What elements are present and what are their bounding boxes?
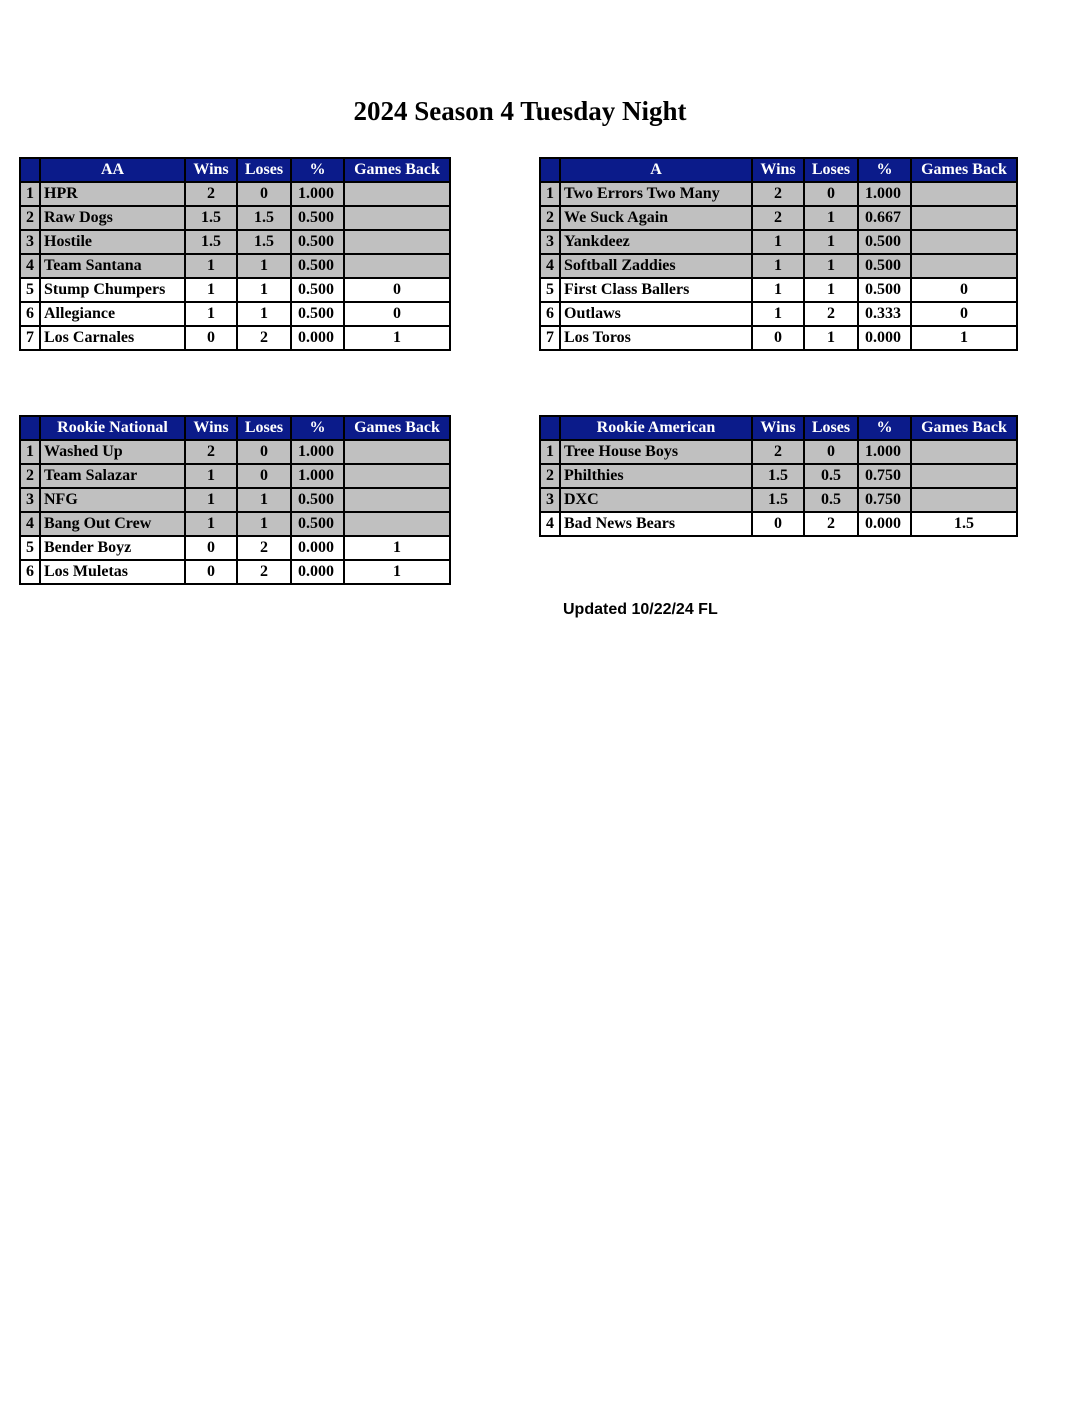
rank-cell: 7 xyxy=(540,326,560,350)
standings-table-aa xyxy=(19,157,451,351)
loses-header: Loses xyxy=(804,416,858,440)
loses-header: Loses xyxy=(237,158,291,182)
pct-cell: 0.667 xyxy=(858,206,911,230)
rank-cell: 4 xyxy=(20,254,40,278)
loses-cell: 2 xyxy=(237,560,291,584)
games-back-cell: 1.5 xyxy=(911,512,1017,536)
games-back-header: Games Back xyxy=(344,158,450,182)
wins-cell: 1 xyxy=(752,278,804,302)
table-row xyxy=(20,254,450,278)
pct-cell: 0.500 xyxy=(858,278,911,302)
standings-table-rookie-american xyxy=(539,415,1018,537)
wins-cell: 1.5 xyxy=(185,230,237,254)
table-row xyxy=(20,230,450,254)
rank-cell: 6 xyxy=(20,302,40,326)
table-row xyxy=(20,206,450,230)
division-header: AA xyxy=(40,158,185,182)
rank-cell: 5 xyxy=(20,536,40,560)
team-name-cell: NFG xyxy=(40,488,185,512)
rank-cell: 3 xyxy=(540,230,560,254)
loses-cell: 2 xyxy=(804,512,858,536)
loses-cell: 2 xyxy=(237,326,291,350)
pct-cell: 0.500 xyxy=(291,230,344,254)
table-row xyxy=(540,206,1017,230)
wins-cell: 0 xyxy=(185,536,237,560)
rank-cell: 1 xyxy=(20,440,40,464)
pct-cell: 0.000 xyxy=(291,560,344,584)
rank-cell: 3 xyxy=(20,230,40,254)
games-back-header: Games Back xyxy=(911,416,1017,440)
team-name-cell: First Class Ballers xyxy=(560,278,752,302)
table-row xyxy=(20,440,450,464)
rank-header xyxy=(540,158,560,182)
loses-cell: 0 xyxy=(237,440,291,464)
team-name-cell: Bang Out Crew xyxy=(40,512,185,536)
wins-cell: 1 xyxy=(185,488,237,512)
loses-cell: 1 xyxy=(804,230,858,254)
wins-cell: 1 xyxy=(752,302,804,326)
loses-header: Loses xyxy=(237,416,291,440)
table-row xyxy=(20,326,450,350)
table-row xyxy=(540,488,1017,512)
team-name-cell: Philthies xyxy=(560,464,752,488)
rank-cell: 1 xyxy=(20,182,40,206)
loses-cell: 2 xyxy=(237,536,291,560)
games-back-cell xyxy=(344,206,450,230)
wins-header: Wins xyxy=(185,158,237,182)
games-back-cell xyxy=(344,440,450,464)
rank-cell: 4 xyxy=(540,512,560,536)
loses-cell: 1.5 xyxy=(237,230,291,254)
wins-cell: 1 xyxy=(185,278,237,302)
rank-cell: 5 xyxy=(20,278,40,302)
header-row xyxy=(540,158,1017,182)
team-name-cell: Softball Zaddies xyxy=(560,254,752,278)
team-name-cell: Stump Chumpers xyxy=(40,278,185,302)
games-back-cell: 1 xyxy=(911,326,1017,350)
games-back-cell: 1 xyxy=(344,560,450,584)
loses-cell: 0 xyxy=(804,182,858,206)
team-name-cell: Yankdeez xyxy=(560,230,752,254)
games-back-cell: 0 xyxy=(911,302,1017,326)
loses-cell: 1 xyxy=(237,488,291,512)
wins-cell: 1.5 xyxy=(185,206,237,230)
team-name-cell: Los Toros xyxy=(560,326,752,350)
table-row xyxy=(20,302,450,326)
pct-cell: 1.000 xyxy=(291,182,344,206)
pct-cell: 0.500 xyxy=(291,302,344,326)
pct-cell: 0.000 xyxy=(858,326,911,350)
loses-cell: 1 xyxy=(804,206,858,230)
wins-cell: 1.5 xyxy=(752,464,804,488)
loses-header: Loses xyxy=(804,158,858,182)
wins-cell: 1 xyxy=(185,464,237,488)
pct-cell: 0.500 xyxy=(291,512,344,536)
table-row xyxy=(540,230,1017,254)
wins-header: Wins xyxy=(752,158,804,182)
team-name-cell: We Suck Again xyxy=(560,206,752,230)
pct-cell: 1.000 xyxy=(291,464,344,488)
games-back-cell xyxy=(911,254,1017,278)
team-name-cell: Team Salazar xyxy=(40,464,185,488)
wins-cell: 2 xyxy=(752,440,804,464)
games-back-header: Games Back xyxy=(911,158,1017,182)
games-back-header: Games Back xyxy=(344,416,450,440)
rank-cell: 1 xyxy=(540,440,560,464)
wins-header: Wins xyxy=(185,416,237,440)
games-back-cell: 0 xyxy=(911,278,1017,302)
pct-header: % xyxy=(291,416,344,440)
pct-cell: 0.750 xyxy=(858,464,911,488)
games-back-cell xyxy=(911,230,1017,254)
rank-cell: 6 xyxy=(20,560,40,584)
team-name-cell: Two Errors Two Many xyxy=(560,182,752,206)
loses-cell: 1 xyxy=(237,254,291,278)
table-row xyxy=(20,182,450,206)
wins-cell: 0 xyxy=(752,512,804,536)
page-title: 2024 Season 4 Tuesday Night xyxy=(353,96,687,126)
wins-cell: 0 xyxy=(185,560,237,584)
loses-cell: 1 xyxy=(804,254,858,278)
rank-cell: 3 xyxy=(20,488,40,512)
loses-cell: 1 xyxy=(804,326,858,350)
games-back-cell xyxy=(911,488,1017,512)
table-row xyxy=(540,464,1017,488)
division-header: A xyxy=(560,158,752,182)
team-name-cell: DXC xyxy=(560,488,752,512)
table-row xyxy=(20,560,450,584)
games-back-cell: 1 xyxy=(344,536,450,560)
pct-header: % xyxy=(858,416,911,440)
rank-header xyxy=(20,416,40,440)
wins-cell: 2 xyxy=(185,440,237,464)
pct-cell: 1.000 xyxy=(858,182,911,206)
division-header: Rookie American xyxy=(560,416,752,440)
games-back-cell: 0 xyxy=(344,302,450,326)
rank-header xyxy=(20,158,40,182)
rank-header xyxy=(540,416,560,440)
games-back-cell xyxy=(344,512,450,536)
games-back-cell: 1 xyxy=(344,326,450,350)
games-back-cell xyxy=(911,440,1017,464)
pct-cell: 0.500 xyxy=(291,206,344,230)
games-back-cell xyxy=(911,182,1017,206)
team-name-cell: Hostile xyxy=(40,230,185,254)
wins-cell: 1.5 xyxy=(752,488,804,512)
wins-cell: 1 xyxy=(185,254,237,278)
table-row xyxy=(20,488,450,512)
table-row xyxy=(540,440,1017,464)
rank-cell: 2 xyxy=(540,464,560,488)
rank-cell: 2 xyxy=(540,206,560,230)
team-name-cell: Bad News Bears xyxy=(560,512,752,536)
wins-cell: 1 xyxy=(185,302,237,326)
rank-cell: 6 xyxy=(540,302,560,326)
table-row xyxy=(540,512,1017,536)
table-row xyxy=(20,512,450,536)
table-row xyxy=(20,278,450,302)
rank-cell: 1 xyxy=(540,182,560,206)
loses-cell: 0 xyxy=(804,440,858,464)
rank-cell: 2 xyxy=(20,464,40,488)
table-row xyxy=(540,278,1017,302)
games-back-cell xyxy=(344,254,450,278)
division-header: Rookie National xyxy=(40,416,185,440)
team-name-cell: Los Carnales xyxy=(40,326,185,350)
pct-cell: 0.500 xyxy=(291,278,344,302)
loses-cell: 1.5 xyxy=(237,206,291,230)
team-name-cell: Outlaws xyxy=(560,302,752,326)
games-back-cell xyxy=(344,230,450,254)
wins-cell: 1 xyxy=(752,230,804,254)
table-row xyxy=(540,254,1017,278)
table-row xyxy=(540,182,1017,206)
team-name-cell: Washed Up xyxy=(40,440,185,464)
loses-cell: 1 xyxy=(237,302,291,326)
loses-cell: 0 xyxy=(237,182,291,206)
rank-cell: 4 xyxy=(540,254,560,278)
table-row xyxy=(20,536,450,560)
header-row xyxy=(540,416,1017,440)
rank-cell: 3 xyxy=(540,488,560,512)
games-back-cell: 0 xyxy=(344,278,450,302)
pct-cell: 0.500 xyxy=(291,254,344,278)
games-back-cell xyxy=(911,464,1017,488)
pct-cell: 0.000 xyxy=(291,536,344,560)
loses-cell: 1 xyxy=(804,278,858,302)
table-row xyxy=(540,302,1017,326)
wins-cell: 0 xyxy=(185,326,237,350)
team-name-cell: Allegiance xyxy=(40,302,185,326)
wins-cell: 2 xyxy=(752,206,804,230)
games-back-cell xyxy=(344,182,450,206)
wins-cell: 1 xyxy=(185,512,237,536)
pct-header: % xyxy=(291,158,344,182)
pct-cell: 0.500 xyxy=(858,230,911,254)
team-name-cell: Los Muletas xyxy=(40,560,185,584)
team-name-cell: HPR xyxy=(40,182,185,206)
standings-table-a xyxy=(539,157,1018,351)
wins-cell: 2 xyxy=(752,182,804,206)
updated-note: Updated 10/22/24 FL xyxy=(563,601,718,618)
header-row xyxy=(20,158,450,182)
table-row xyxy=(540,326,1017,350)
pct-cell: 0.750 xyxy=(858,488,911,512)
loses-cell: 0.5 xyxy=(804,464,858,488)
games-back-cell xyxy=(911,206,1017,230)
pct-header: % xyxy=(858,158,911,182)
table-row xyxy=(20,464,450,488)
team-name-cell: Bender Boyz xyxy=(40,536,185,560)
rank-cell: 4 xyxy=(20,512,40,536)
wins-header: Wins xyxy=(752,416,804,440)
team-name-cell: Team Santana xyxy=(40,254,185,278)
wins-cell: 1 xyxy=(752,254,804,278)
loses-cell: 1 xyxy=(237,512,291,536)
pct-cell: 0.500 xyxy=(291,488,344,512)
pct-cell: 0.000 xyxy=(858,512,911,536)
rank-cell: 5 xyxy=(540,278,560,302)
header-row xyxy=(20,416,450,440)
team-name-cell: Raw Dogs xyxy=(40,206,185,230)
standings-table-rookie-national xyxy=(19,415,451,585)
rank-cell: 7 xyxy=(20,326,40,350)
rank-cell: 2 xyxy=(20,206,40,230)
wins-cell: 2 xyxy=(185,182,237,206)
loses-cell: 2 xyxy=(804,302,858,326)
games-back-cell xyxy=(344,464,450,488)
pct-cell: 0.333 xyxy=(858,302,911,326)
pct-cell: 0.500 xyxy=(858,254,911,278)
loses-cell: 0 xyxy=(237,464,291,488)
loses-cell: 1 xyxy=(237,278,291,302)
pct-cell: 1.000 xyxy=(858,440,911,464)
pct-cell: 0.000 xyxy=(291,326,344,350)
loses-cell: 0.5 xyxy=(804,488,858,512)
games-back-cell xyxy=(344,488,450,512)
team-name-cell: Tree House Boys xyxy=(560,440,752,464)
pct-cell: 1.000 xyxy=(291,440,344,464)
wins-cell: 0 xyxy=(752,326,804,350)
